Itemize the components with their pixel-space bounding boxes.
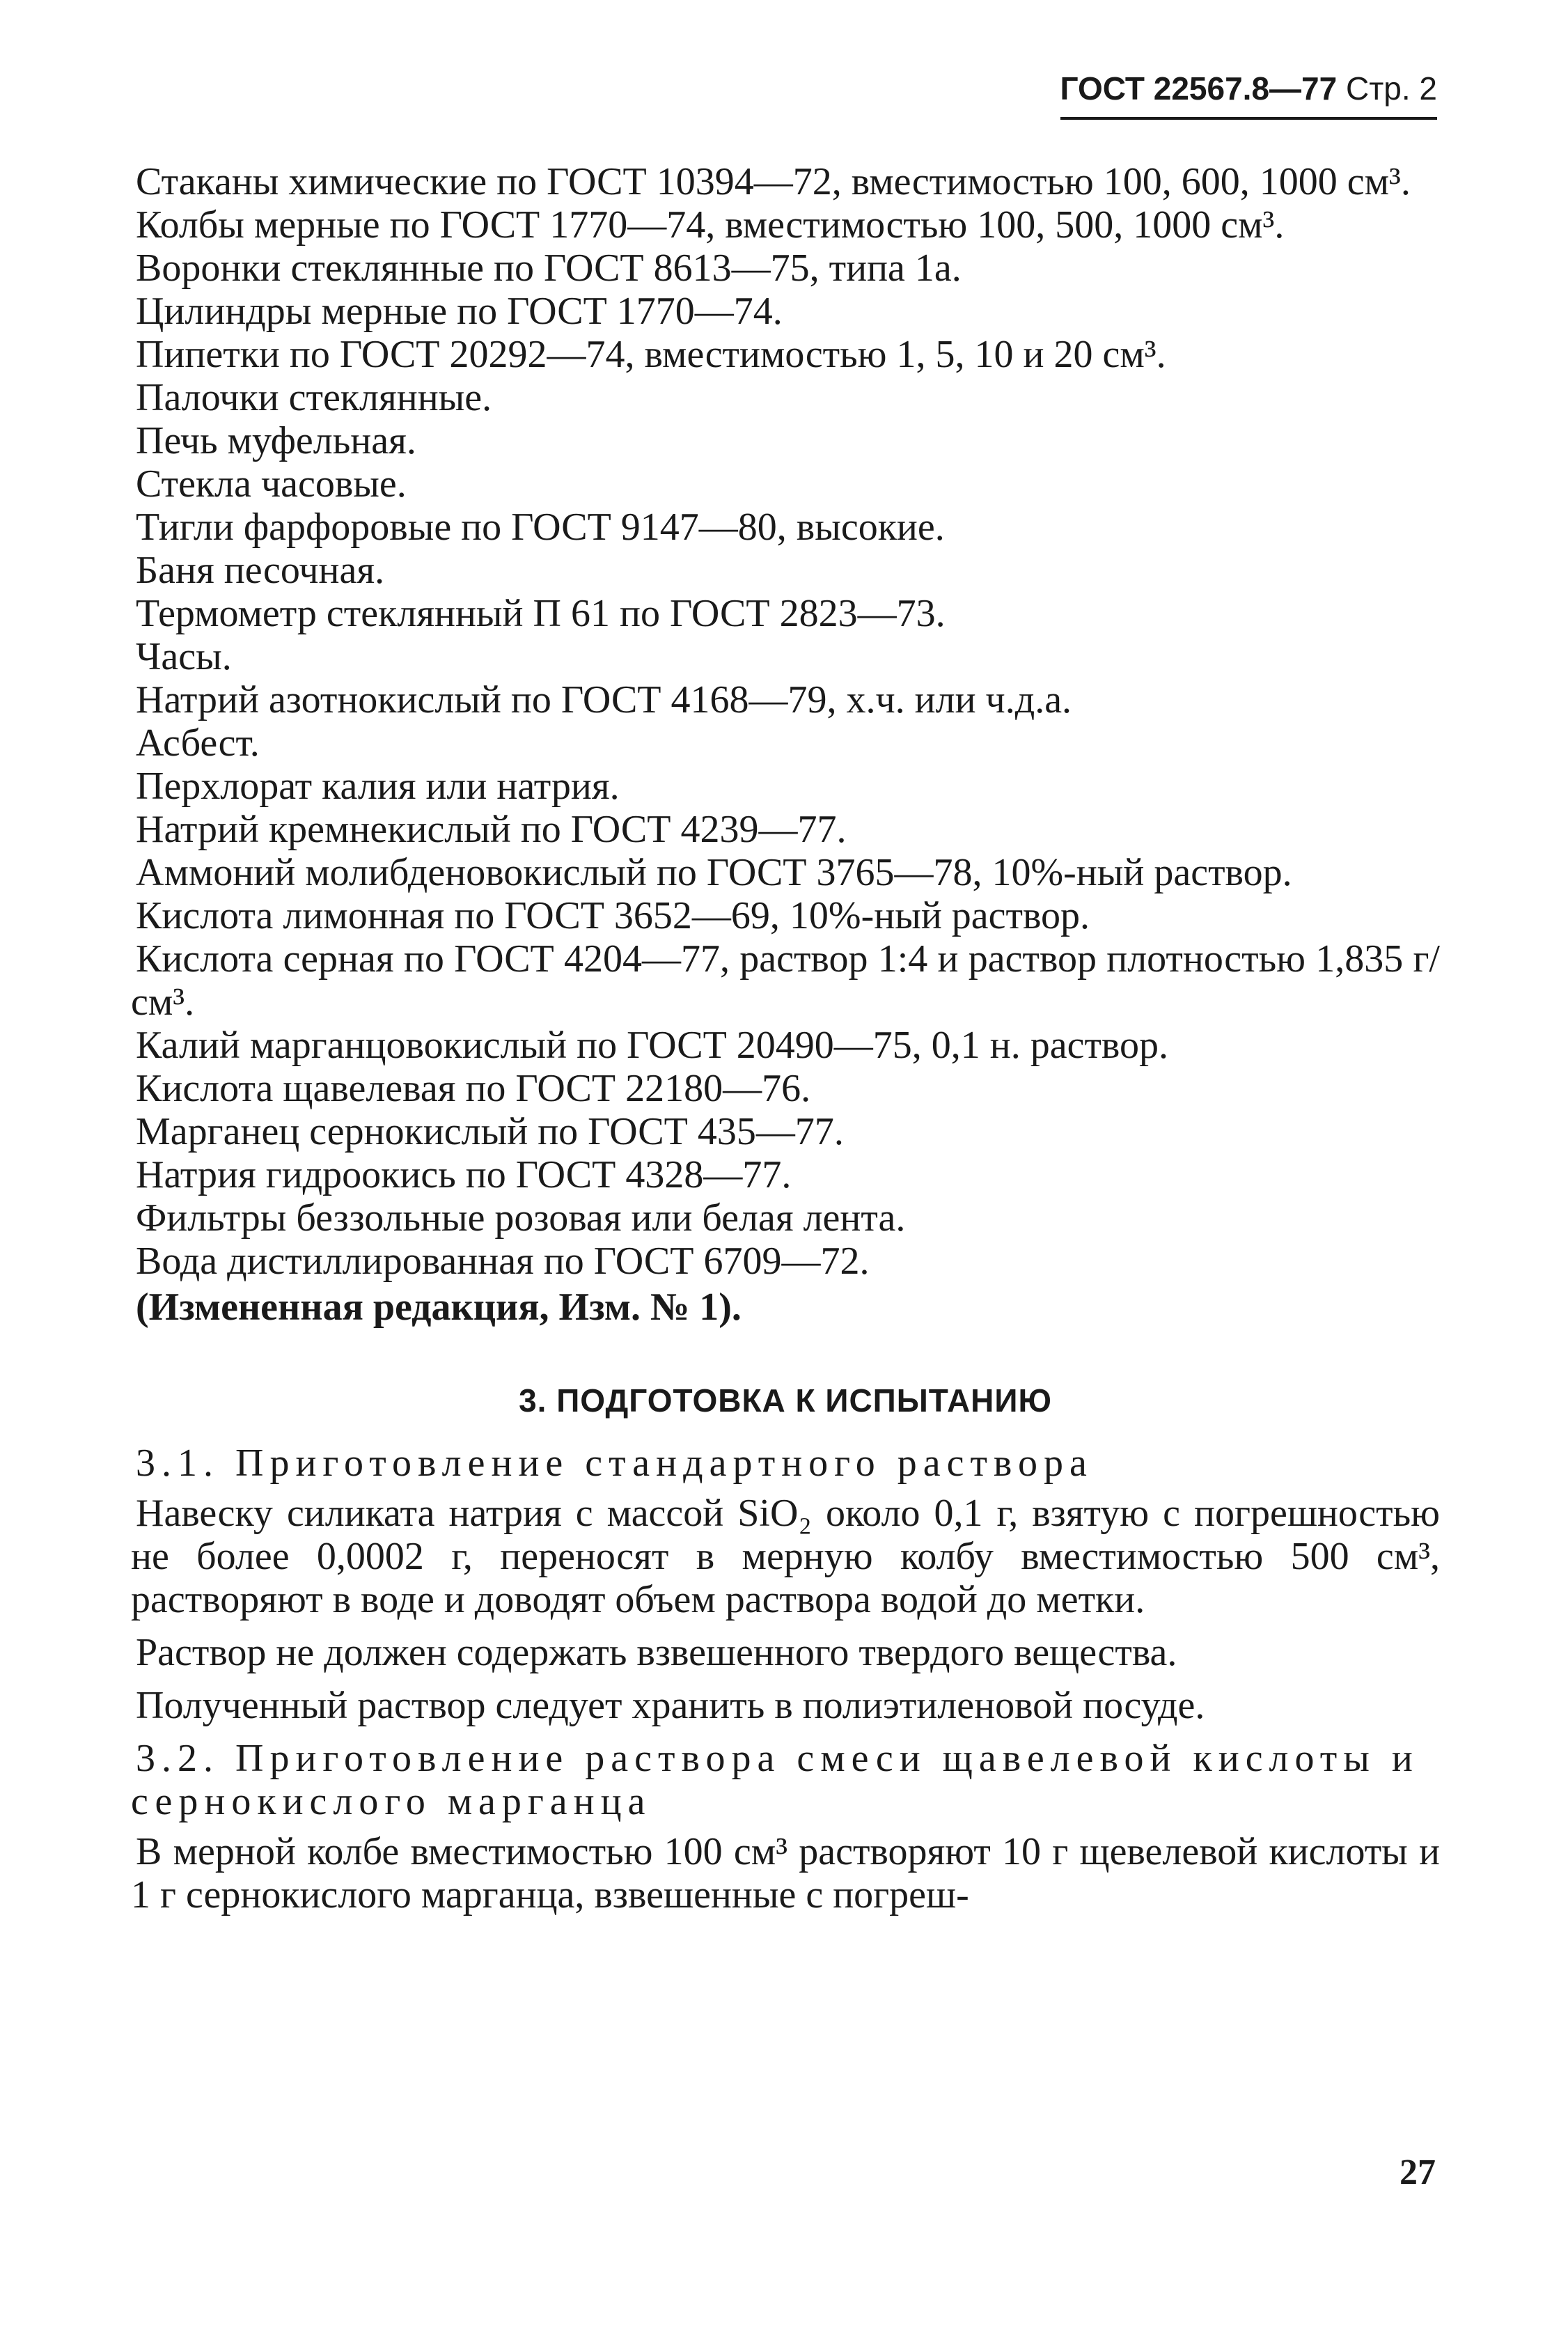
list-item: Стаканы химические по ГОСТ 10394—72, вместимостью 100, 600, 1000 см³. xyxy=(136,160,1411,203)
list-item: Марганец сернокислый по ГОСТ 435—77. xyxy=(136,1110,844,1153)
list-item: Колбы мерные по ГОСТ 1770—74, вместимостью 100, 500, 1000 см³. xyxy=(136,203,1285,247)
list-item: Кислота лимонная по ГОСТ 3652—69, 10%-ный раствор. xyxy=(136,894,1090,937)
list-item: Пипетки по ГОСТ 20292—74, вместимостью 1, 5, 10 и 20 см³. xyxy=(136,333,1166,376)
paragraph: Раствор не должен содержать взвешенного твердого вещества. xyxy=(136,1631,1177,1674)
section-title: 3. ПОДГОТОВКА К ИСПЫТАНИЮ xyxy=(519,1382,1052,1419)
list-item: Часы. xyxy=(136,635,232,678)
list-item: Натрий азотнокислый по ГОСТ 4168—79, х.ч. или ч.д.а. xyxy=(136,678,1072,721)
list-item: Цилиндры мерные по ГОСТ 1770—74. xyxy=(136,290,783,333)
document-body xyxy=(131,160,1440,1926)
paragraph: В мерной колбе вместимостью 100 см³ растворяют 10 г щевелевой кислоты и 1 г сернокислого марганца, взвешенные с погреш- xyxy=(131,1830,1440,1916)
paragraph: Навеску силиката натрия с массой SiO₂ около 0,1 г, взятую с погрешностью не более 0,0002 г, переносят в мерную колбу вместимостью 500 см³, растворяют в воде и доводят объем раствора водой до метки. xyxy=(131,1492,1440,1621)
list-item: Вода дистиллированная по ГОСТ 6709—72. xyxy=(136,1240,870,1283)
list-item: Тигли фарфоровые по ГОСТ 9147—80, высокие. xyxy=(136,506,945,549)
materials-list xyxy=(131,160,1440,1283)
subsection-3-2-title: 3.2. Приготовление раствора смеси щавелевой кислоты и сернокислого марганца xyxy=(131,1737,1419,1823)
paragraph: Полученный раствор следует хранить в полиэтиленовой посуде. xyxy=(136,1684,1205,1727)
list-item: Фильтры беззольные розовая или белая лента. xyxy=(136,1196,906,1240)
list-item: Перхлорат калия или натрия. xyxy=(136,765,620,808)
list-item: Воронки стеклянные по ГОСТ 8613—75, типа 1а. xyxy=(136,247,962,290)
list-item: Натрия гидроокись по ГОСТ 4328—77. xyxy=(136,1153,792,1196)
list-item: Калий марганцовокислый по ГОСТ 20490—75, 0,1 н. раствор. xyxy=(136,1024,1168,1067)
page-label: Стр. 2 xyxy=(1345,70,1437,107)
list-item: Палочки стеклянные. xyxy=(136,376,492,419)
subsection-3-1-title: 3.1. Приготовление стандартного раствора xyxy=(136,1442,1093,1485)
list-item: Аммоний молибденовокислый по ГОСТ 3765—78, 10%-ный раствор. xyxy=(136,851,1292,894)
list-item: Стекла часовые. xyxy=(136,462,407,506)
page-header xyxy=(1060,70,1437,120)
amendment-note: (Измененная редакция, Изм. № 1). xyxy=(136,1286,742,1329)
list-item: Натрий кремнекислый по ГОСТ 4239—77. xyxy=(136,808,847,851)
list-item: Кислота серная по ГОСТ 4204—77, раствор 1:4 и раствор плотностью 1,835 г/см³. xyxy=(131,937,1440,1024)
list-item: Печь муфельная. xyxy=(136,419,416,462)
page-number: 27 xyxy=(1400,2153,1436,2192)
standard-code: ГОСТ 22567.8—77 xyxy=(1060,70,1338,107)
list-item: Кислота щавелевая по ГОСТ 22180—76. xyxy=(136,1067,811,1110)
list-item: Баня песочная. xyxy=(136,549,385,592)
list-item: Асбест. xyxy=(136,721,260,765)
list-item: Термометр стеклянный П 61 по ГОСТ 2823—73. xyxy=(136,592,946,635)
